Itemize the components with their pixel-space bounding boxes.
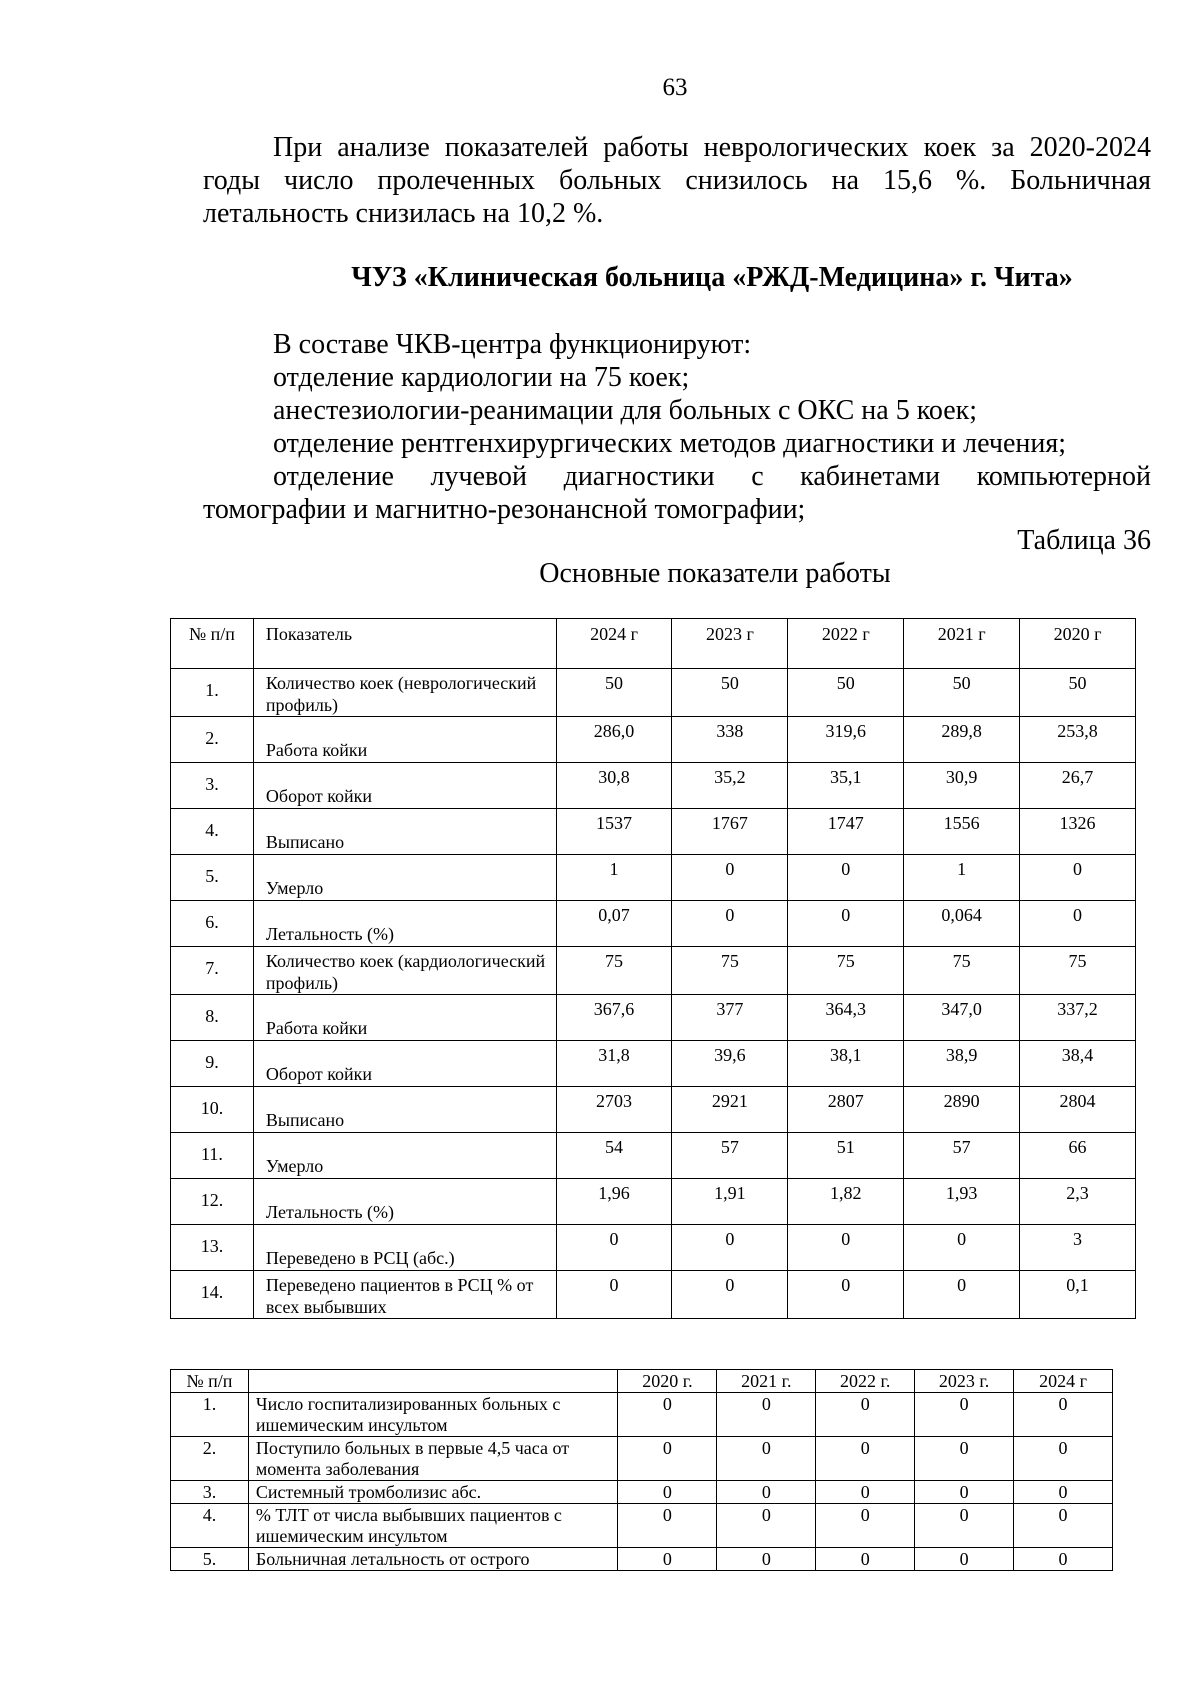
value-cell: 1326 [1020,809,1136,855]
value-cell: 2703 [556,1087,672,1133]
value-cell: 30,8 [556,763,672,809]
table-label: Таблица 36 [1017,525,1151,556]
row-number: 6. [171,901,254,947]
indicator-label: Летальность (%) [253,1179,556,1225]
value-cell: 286,0 [556,717,672,763]
row-number: 1. [171,1393,249,1437]
row-number: 5. [171,855,254,901]
value-cell: 66 [1020,1133,1136,1179]
list-intro: В составе ЧКВ-центра функционируют: [273,329,752,360]
column-header: 2021 г [904,619,1020,669]
value-cell: 0 [618,1481,717,1504]
value-cell: 0 [1014,1393,1113,1437]
value-cell: 0,1 [1020,1271,1136,1319]
value-cell: 57 [904,1133,1020,1179]
row-number: 2. [171,1437,249,1481]
list-item: отделение кардиологии на 75 коек; [273,362,690,393]
row-number: 5. [171,1548,249,1571]
value-cell: 1767 [672,809,788,855]
value-cell: 50 [672,669,788,717]
value-cell: 0 [816,1437,915,1481]
value-cell: 3 [1020,1225,1136,1271]
value-cell: 0 [816,1504,915,1548]
value-cell: 338 [672,717,788,763]
indicator-label: Количество коек (кардиологический профиль) [253,947,556,995]
value-cell: 0 [618,1548,717,1571]
column-header: 2020 г. [618,1370,717,1393]
table-row [171,763,1136,809]
value-cell: 0 [788,1225,904,1271]
table-row [171,1133,1136,1179]
table-header-row [171,1370,1113,1393]
table-row [171,1225,1136,1271]
value-cell: 0 [788,901,904,947]
table-row [171,1481,1113,1504]
value-cell: 0 [1014,1481,1113,1504]
value-cell: 1,82 [788,1179,904,1225]
table-row [171,901,1136,947]
row-number: 12. [171,1179,254,1225]
value-cell: 1556 [904,809,1020,855]
value-cell: 347,0 [904,995,1020,1041]
indicator-label: Выписано [253,809,556,855]
value-cell: 0 [717,1393,816,1437]
value-cell: 26,7 [1020,763,1136,809]
row-number: 3. [171,1481,249,1504]
column-header: № п/п [171,1370,249,1393]
row-number: 8. [171,995,254,1041]
indicator-label: Поступило больных в первые 4,5 часа от момента заболевания [248,1437,618,1481]
value-cell: 0 [717,1437,816,1481]
value-cell: 0 [618,1437,717,1481]
value-cell: 2,3 [1020,1179,1136,1225]
list-item: отделение рентгенхирургических методов диагностики и лечения; [273,428,1067,459]
row-number: 2. [171,717,254,763]
value-cell: 51 [788,1133,904,1179]
indicator-label: Переведено в РСЦ (абс.) [253,1225,556,1271]
value-cell: 2921 [672,1087,788,1133]
intro-paragraph: При анализе показателей работы неврологических коек за 2020-2024 годы число пролеченных больных снизилось на 15,6 %. Больничная летальность снизилась на 10,2 %. [203,132,1151,229]
value-cell: 1 [904,855,1020,901]
column-header: 2024 г [556,619,672,669]
indicator-label: Умерло [253,855,556,901]
value-cell: 0 [717,1548,816,1571]
indicator-label: Оборот койки [253,763,556,809]
indicator-label: Умерло [253,1133,556,1179]
column-header: № п/п [171,619,254,669]
value-cell: 1,93 [904,1179,1020,1225]
row-number: 4. [171,809,254,855]
value-cell: 50 [788,669,904,717]
value-cell: 0 [915,1393,1014,1437]
value-cell: 1537 [556,809,672,855]
table-title: Основные показатели работы [539,558,891,589]
indicator-label: Летальность (%) [253,901,556,947]
value-cell: 377 [672,995,788,1041]
value-cell: 0 [618,1393,717,1437]
row-number: 7. [171,947,254,995]
value-cell: 0 [816,1481,915,1504]
value-cell: 0 [1014,1504,1113,1548]
value-cell: 0 [915,1504,1014,1548]
value-cell: 0 [672,855,788,901]
row-number: 1. [171,669,254,717]
value-cell: 0 [788,1271,904,1319]
indicator-label: % ТЛТ от числа выбывших пациентов с ишемическим инсультом [248,1504,618,1548]
column-header: 2022 г. [816,1370,915,1393]
value-cell: 0 [788,855,904,901]
list-item-continuation: томографии и магнитно-резонансной томографии; [203,494,806,525]
value-cell: 0 [915,1481,1014,1504]
value-cell: 35,1 [788,763,904,809]
column-header: 2024 г [1014,1370,1113,1393]
list-item: отделение лучевой диагностики с кабинетами компьютерной [273,461,1151,492]
value-cell: 0 [1014,1548,1113,1571]
indicator-label: Работа койки [253,717,556,763]
table-row [171,669,1136,717]
value-cell: 35,2 [672,763,788,809]
value-cell: 0 [717,1504,816,1548]
value-cell: 0 [672,1271,788,1319]
value-cell: 0 [904,1225,1020,1271]
value-cell: 50 [904,669,1020,717]
value-cell: 0 [672,1225,788,1271]
column-header: 2021 г. [717,1370,816,1393]
value-cell: 364,3 [788,995,904,1041]
value-cell: 0 [915,1548,1014,1571]
column-header: 2022 г [788,619,904,669]
table-row [171,1504,1113,1548]
value-cell: 2804 [1020,1087,1136,1133]
value-cell: 1747 [788,809,904,855]
value-cell: 0 [556,1271,672,1319]
table-row [171,1393,1113,1437]
value-cell: 0,07 [556,901,672,947]
table-row [171,1271,1136,1319]
indicator-label: Переведено пациентов в РСЦ % от всех выбывших [253,1271,556,1319]
value-cell: 0 [672,901,788,947]
page-number: 63 [662,74,688,101]
value-cell: 289,8 [904,717,1020,763]
indicator-label: Системный тромболизис абс. [248,1481,618,1504]
column-header: Показатель [253,619,556,669]
value-cell: 39,6 [672,1041,788,1087]
indicator-label: Оборот койки [253,1041,556,1087]
column-header [248,1370,618,1393]
row-number: 14. [171,1271,254,1319]
column-header: 2023 г. [915,1370,1014,1393]
value-cell: 337,2 [1020,995,1136,1041]
value-cell: 50 [1020,669,1136,717]
row-number: 10. [171,1087,254,1133]
indicator-label: Количество коек (неврологический профиль) [253,669,556,717]
value-cell: 2807 [788,1087,904,1133]
main-indicators-table [170,618,1136,1319]
value-cell: 1,96 [556,1179,672,1225]
value-cell: 75 [788,947,904,995]
value-cell: 0 [904,1271,1020,1319]
value-cell: 0 [717,1481,816,1504]
value-cell: 31,8 [556,1041,672,1087]
value-cell: 38,4 [1020,1041,1136,1087]
value-cell: 0 [618,1504,717,1548]
column-header: 2020 г [1020,619,1136,669]
value-cell: 319,6 [788,717,904,763]
indicator-label: Выписано [253,1087,556,1133]
value-cell: 0 [1020,855,1136,901]
table-row [171,1548,1113,1571]
value-cell: 1 [556,855,672,901]
value-cell: 57 [672,1133,788,1179]
value-cell: 0 [1014,1437,1113,1481]
list-item: анестезиологии-реанимации для больных с ОКС на 5 коек; [273,395,978,426]
row-number: 3. [171,763,254,809]
value-cell: 75 [1020,947,1136,995]
value-cell: 2890 [904,1087,1020,1133]
section-heading: ЧУЗ «Клиническая больница «РЖД-Медицина» г. Чита» [351,262,1073,293]
table-row [171,1087,1136,1133]
value-cell: 367,6 [556,995,672,1041]
table-row [171,947,1136,995]
table-row [171,1437,1113,1481]
value-cell: 54 [556,1133,672,1179]
table-row [171,855,1136,901]
table-header-row [171,619,1136,669]
row-number: 4. [171,1504,249,1548]
value-cell: 0 [1020,901,1136,947]
value-cell: 75 [556,947,672,995]
indicator-label: Работа койки [253,995,556,1041]
value-cell: 75 [904,947,1020,995]
row-number: 9. [171,1041,254,1087]
value-cell: 0 [816,1548,915,1571]
value-cell: 30,9 [904,763,1020,809]
table-row [171,717,1136,763]
value-cell: 0 [816,1393,915,1437]
table-row [171,809,1136,855]
value-cell: 38,9 [904,1041,1020,1087]
stroke-indicators-table [170,1369,1113,1571]
value-cell: 0,064 [904,901,1020,947]
value-cell: 38,1 [788,1041,904,1087]
row-number: 13. [171,1225,254,1271]
value-cell: 0 [915,1437,1014,1481]
column-header: 2023 г [672,619,788,669]
table-row [171,1179,1136,1225]
value-cell: 253,8 [1020,717,1136,763]
value-cell: 75 [672,947,788,995]
value-cell: 0 [556,1225,672,1271]
value-cell: 1,91 [672,1179,788,1225]
indicator-label: Больничная летальность от острого [248,1548,618,1571]
value-cell: 50 [556,669,672,717]
table-row [171,995,1136,1041]
indicator-label: Число госпитализированных больных с ишемическим инсультом [248,1393,618,1437]
table-row [171,1041,1136,1087]
row-number: 11. [171,1133,254,1179]
